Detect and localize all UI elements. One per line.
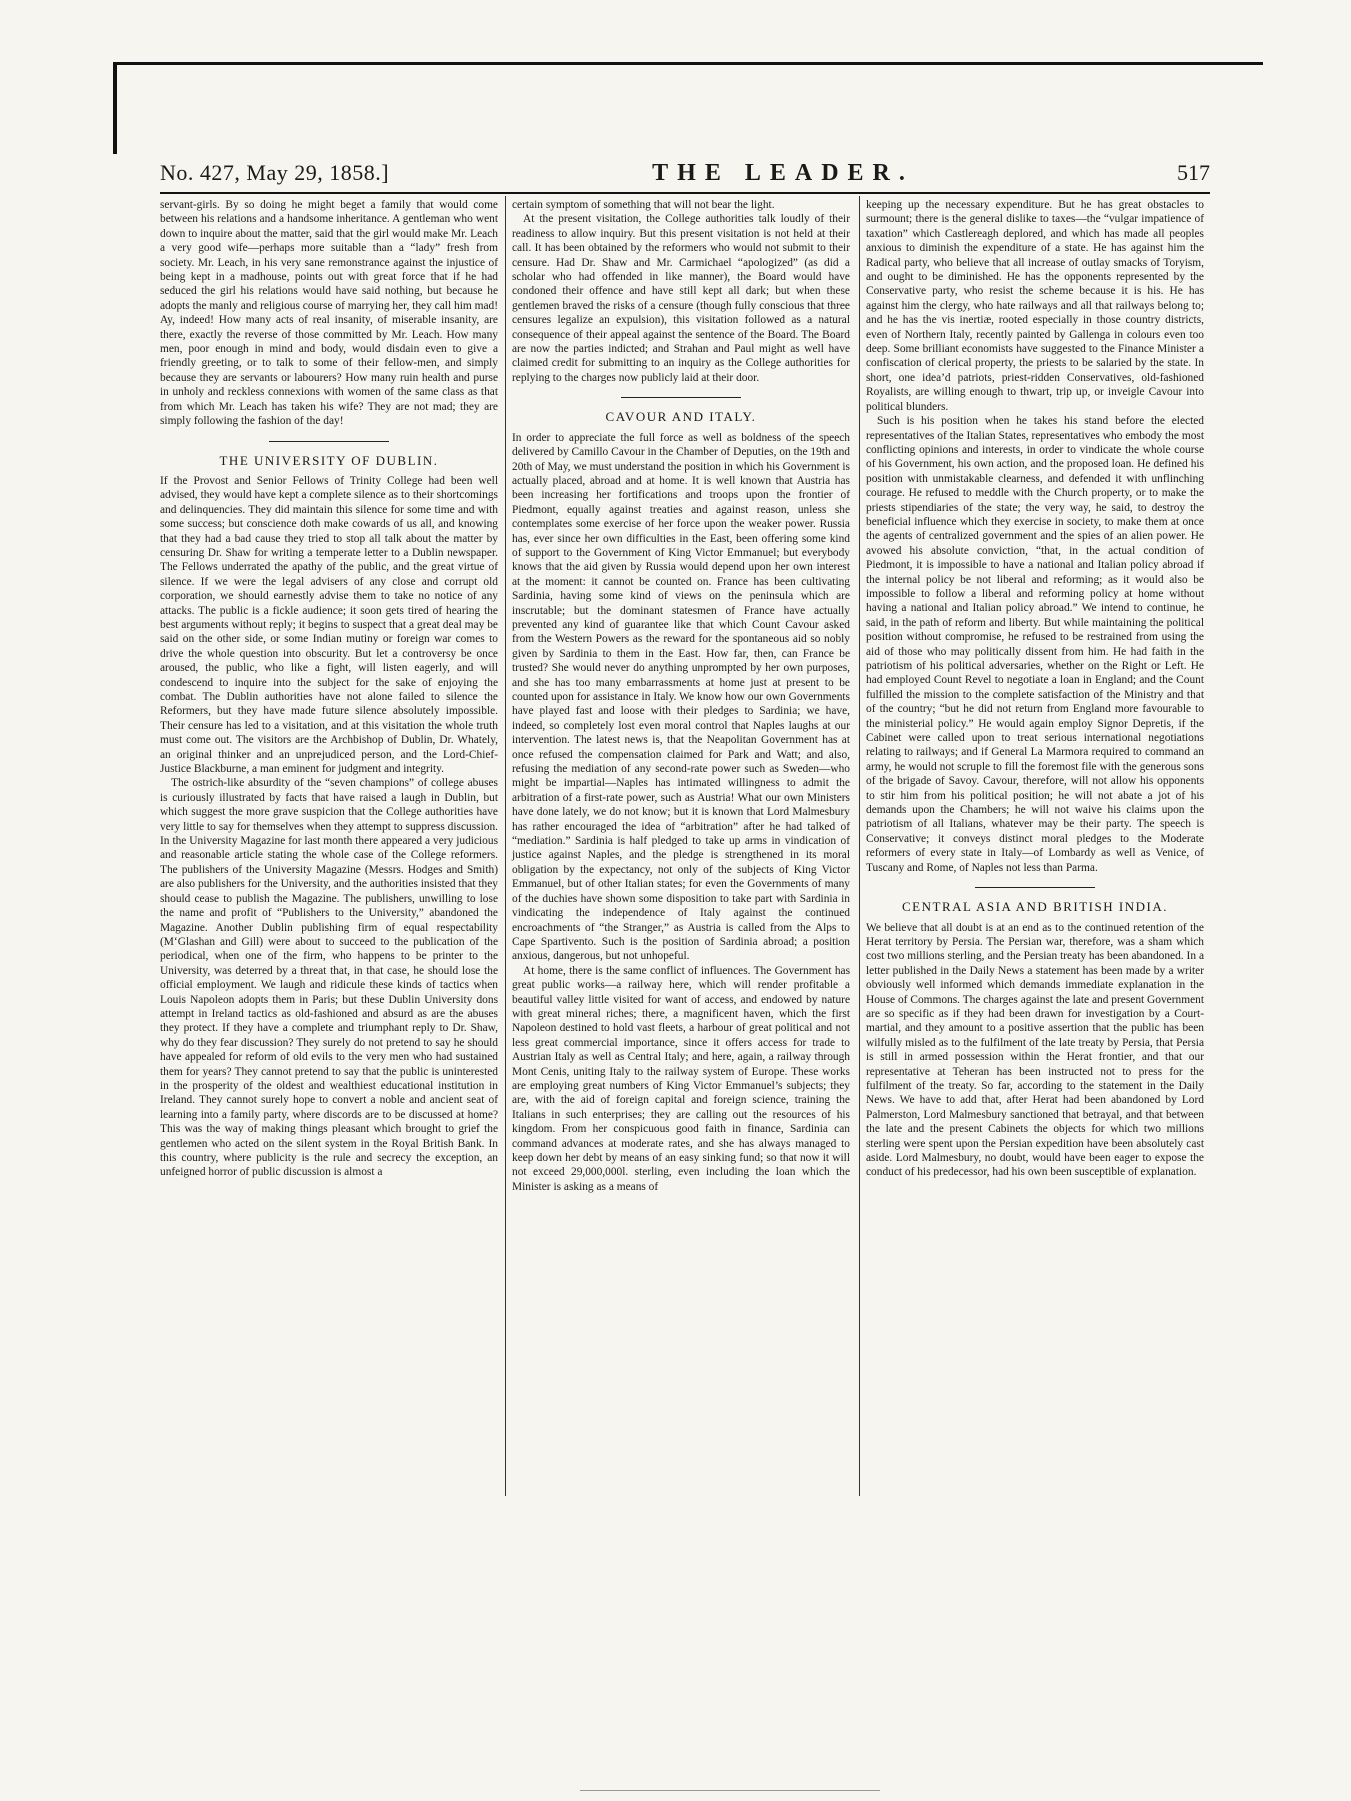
column-3 [866, 198, 1204, 1180]
paragraph: servant-girls. By so doing he might beget a family that would come between his relations and a handsome inheritance. A gentleman who went down to inquire about the matter, said that the girl would make Mr. Leach a very good wife—perhaps more suitable than a “lady” fresh from society. Mr. Leach, in his very sane remonstrance against the injustice of being kept in a madhouse, points out with great force that if he had seduced the girl his relations would have said nothing, but because he adopts the manly and religious course of marrying her, they call him mad! Ay, indeed! How many acts of real insanity, of miserable insanity, are there, exactly the reverse of those committed by Mr. Leach. How many men, poor enough in mind and body, would disdain even to give a friendly greeting, or to talk to some of their fellow-men, and simply because they are servants or labourers? How many ruin health and purse in unholy and reckless connexions with women of the same class as that from which Mr. Leach has taken his wife? They are not mad; they are simply following the fashion of the day! [160, 199, 498, 428]
article-heading-university: THE UNIVERSITY OF DUBLIN. [219, 452, 439, 468]
issue-date: No. 427, May 29, 1858.] [160, 160, 390, 185]
masthead-rule [160, 192, 1210, 194]
page-number: 517 [1177, 160, 1210, 185]
bottom-print-marks [580, 1790, 880, 1791]
paragraph: In order to appreciate the full force as well as boldness of the speech delivered by Camillo Cavour in the Chamber of Deputies, on the 19th and 20th of May, we must understand the position in which his Government is actually placed, abroad and at home. It is well known that Austria has been increasing her fortifications and troops upon the frontier of Piedmont, equally against treaties and against reason, unless she contemplates some exercise of her force upon the weaker power. Russia has, ever since her own difficulties in the East, been offering some kind of support to the Government of King Victor Emmanuel; but everybody knows that the aid given by Russia would depend upon her own interest at the moment: it cannot be counted on. France has been cultivating Sardinia, having some kind of views on the peninsula which are inscrutable; but the dominant statesmen of France have actually prevented any kind of guarantee like that which Count Cavour asked from the Western Powers as the reward for the spontaneous aid so nobly given by Sardinia to them in the East. How far, then, can France be trusted? She would never do anything unprompted by her own purposes, and she has too many embarrassments at home just at present to be counted upon for assistance in Italy. We know how our own Governments have played fast and loose with their pledges to Sardinia; we have, indeed, so completely lost even moral control that Naples laughs at our intervention. The latest news is, that the Neapolitan Government has at once refused the compensation claimed for Park and Watt; and also, refusing the mediation of any second-rate power such as Sweden—who might be impartial—Naples has intimated willingness to admit the arbitration of a first-rate power, such as Austria! What our own Ministers have done lately, we do not know; but it is known that Lord Malmesbury has rather encouraged the idea of “arbitration” after he had talked of “mediation.” Sardinia is half pledged to take up arms in vindication of justice against Naples, and the pledge is strengthened in its moral obligation by the expectancy, not only of the subjects of King Victor Emmanuel, but of other Italian states; for even the Governments of many of the duchies have shown some disposition to take part with Sardinia in vindicating the independence of Italy against the continued encroachments of “the Stranger,” as Austria is called from the Alps to Cape Spartivento. Such is the position of Sardinia abroad; a position anxious, dangerous, but not unhopeful. [512, 431, 850, 963]
article-heading-central-asia: CENTRAL ASIA AND BRITISH INDIA. [902, 899, 1168, 915]
paragraph: If the Provost and Senior Fellows of Trinity College had been well advised, they would have kept a complete silence as to their shortcomings and delinquencies. They did maintain this silence for some time and with some success; but conscience doth make cowards of us all, and knowing that they had a bad cause they tried to stop all talk about the matter by censuring Dr. Shaw for writing a temperate letter to a Dublin newspaper. The Fellows underrated the apathy of the public, and the great virtue of silence. If we were the legal advisers of any close and corrupt old corporation, we should earnestly advise them to take no notice of any attacks. The public is a fickle audience; it soon gets tired of hearing the best arguments without reply; it begins to suspect that a great deal may be said on the other side, or some Indian mutiny or foreign war comes to drive the whole question into obscurity. But let a controversy be once aroused, the public, who like a fight, will listen eagerly, and will condescend to inquire into the subject for the sake of enjoying the combat. The Dublin authorities have not alone failed to silence the Reformers, but they have made future silence absolutely impossible. Their censure has led to a visitation, and at this visitation the whole truth must come out. The visitors are the Archbishop of Dublin, Dr. Whately, an original thinker and an unprejudiced person, and the Lord-Chief-Justice Blackburne, a man eminent for judgment and integrity. [160, 474, 498, 776]
column-2 [512, 198, 850, 1194]
column-rule-1 [505, 196, 506, 1496]
section-separator [269, 441, 389, 442]
paragraph: At home, there is the same conflict of influences. The Government has great public works—a railway here, which will render profitable a beautiful valley little visited for want of access, and endowed by nature with great mineral riches; there, a magnificent haven, which the first Napoleon destined to hold vast fleets, a harbour of great political and not less great commercial importance, since it offers access for trade to Austrian Italy as well as Central Italy; and here, again, a railway through Mont Cenis, uniting Italy to the railway system of Europe. These works are employing great numbers of King Victor Emmanuel’s subjects; they are, with the aid of foreign capital and foreign science, training the Italians in such enterprises; they are calling out the resources of his kingdom. From her conspicuous good faith in finance, Sardinia can command advances at moderate rates, and she has always managed to keep down her debt by means of an easy sinking fund; so that now it will not exceed 29,000,000l. sterling, even including the loan which the Minister is asking as a means of [512, 964, 850, 1193]
top-border-line [113, 62, 1263, 73]
left-border-mark [113, 62, 117, 154]
column-rule-2 [859, 196, 860, 1496]
paragraph: At the present visitation, the College authorities talk loudly of their readiness to allow inquiry. But this present visitation is not held at their call. It has been obtained by the reformers who would not submit to their censure. Had Dr. Shaw and Mr. Carmichael “apologized” (as did a scholar who had offended in like manner), the Board would have condoned their offence and have still kept all dark; but when these gentlemen braved the risks of a censure (though fully conscious that three censures legalize an expulsion), this visitation followed as a natural consequence of their appeal against the sentence of the Board. The Board are now the parties indicted; and Strahan and Paul might as well have claimed credit for submitting to an inquiry as the College authorities for replying to the charges now publicly laid at their door. [512, 213, 850, 384]
article-heading-cavour: CAVOUR AND ITALY. [605, 409, 757, 425]
paragraph: The ostrich-like absurdity of the “seven champions” of college abuses is curiously illustrated by facts that have raised a laugh in Dublin, but which suggest the more grave suspicion that the College authorities have very little to say for themselves when they attempt to suppress discussion. In the University Magazine for last month there appeared a very judicious and reasonable article stating the whole case of the College reformers. The publishers of the University Magazine (Messrs. Hodges and Smith) are also publishers for the University, and the authorities insisted that they should cease to publish the Magazine. The publishers, unwilling to lose the name and profit of “Publishers to the University,” abandoned the Magazine. Another Dublin publishing firm of equal respectability (M‘Glashan and Gill) were about to succeed to the publication of the periodical, when one of the firm, who happens to be printer to the University, was deterred by a threat that, in that case, he should lose the official employment. We laugh and ridicule these kinds of tactics when Louis Napoleon adopts them in Paris; but these Dublin University dons attempt in Ireland tactics as old-fashioned and absurd as are the abuses they protect. If they have a complete and triumphant reply to Dr. Shaw, why do they fear discussion? They surely do not pretend to say he should have appealed for reform of old evils to the very men who had sustained them for years? They cannot pretend to say that the public is uninterested in the prosperity of the oldest and wealthiest educational institution in Ireland. They cannot surely hope to convert a noble and ancient seat of learning into a family party, where discords are to be discussed at home? This was the way of making things pleasant which brought to grief the gentlemen who acted on the silent system in the Royal British Bank. In this country, where publicity is the rule and secrecy the exception, an unfeigned horror of public discussion is almost a [160, 777, 498, 1179]
paragraph: Such is his position when he takes his stand before the elected representatives of the Italian States, representatives who embody the most conflicting opinions and interests, in order to vindicate the whole course of his Government, his own action, and the proposed loan. He defined his position with unmistakable clearness, and defended it with unflinching courage. He refused to meddle with the Church property, or to make the priests stipendiaries of the state; the very way, he said, to destroy the beneficial influence which they exercise in society, to make them at once the agents of centralized government and the spies of an alien power. He avowed his absolute conviction, “that, in the actual condition of Piedmont, it is impossible to have a national and Italian policy abroad if the internal policy be not liberal and reforming; as it would also be impossible to follow a liberal and reforming policy at home without having a national and Italian policy abroad.” We intend to continue, he said, in the path of reform and liberty. But while maintaining the political position without compromise, he refused to be restrained from using the aid of those who may politically dissent from him. He had faith in the patriotism of his political adversaries, whether on the Right or Left. He had employed Count Revel to negotiate a loan in England; and the Count fulfilled the mission to the complete satisfaction of the Ministry and that of the country; “but he did not return from England more favourable to the ministerial policy.” He would again employ Signor Depretis, if the Cabinet were called upon to treat serious international negotiations relating to railways; and if General La Marmora required to command an army, he would not scruple to fill the foremost file with the generous sons of the brigade of Savoy. Cavour, therefore, will not allow his opponents to stir him from his political position; he will not abate a jot of his demands upon the Chambers; he will not waive his claims upon the patriotism of all Italians, whatever may be their party. The speech is Conservative; it conveys distinct moral pledges to the Moderate reformers of every state in Italy—of Lombardy as well as Venice, of Tuscany and Rome, of Naples not less than Parma. [866, 415, 1204, 874]
section-separator [621, 397, 741, 398]
section-separator [975, 887, 1095, 888]
paragraph: We believe that all doubt is at an end as to the continued retention of the Herat territory by Persia. The Persian war, therefore, was a sham which cost two millions sterling, and the Persian treaty has been abandoned. In a letter published in the Daily News a statement has been made by a writer obviously well informed which demands immediate explanation in the House of Commons. The charges against the late and present Government are so specific as if they had been drawn for investigation by a Court-martial, and they amount to a positive assertion that the public has been wilfully misled as to the fulfilment of the late treaty by Persia, that Persia is still in armed possession within the Herat frontier, and that our representative at Teheran has been instructed not to press for the fulfilment of the treaty. So far, according to the statement in the Daily News. We have to add that, after Herat had been abandoned by Lord Palmerston, Lord Malmesbury sanctioned that betrayal, and that between the late and the present Cabinets the objects for which two millions sterling were spent upon the Persian expedition have been absolutely cast aside. Lord Malmesbury, no doubt, would have been eager to expose the conduct of his predecessor, had his own been susceptible of explanation. [866, 921, 1204, 1179]
column-1 [160, 198, 498, 1180]
newspaper-title: THE LEADER. [652, 160, 914, 186]
paragraph: keeping up the necessary expenditure. But he has great obstacles to surmount; there is the general dislike to taxes—the “vulgar impatience of taxation” which Castlereagh deplored, and which has made all peoples anxious to diminish the expenditure of a state. He has against him the Radical party, who believe that all increase of outlay smacks of Toryism, and ought to be diminished. He has the opponents represented by the Conservative party, who resist the scheme because it is his. He has against him the clergy, who hate railways and all that railways belong to; and he has the vis inertiæ, rooted especially in those country districts, even of Northern Italy, recently painted by Gallenga in colours even too deep. Some brilliant economists have suggested to the Finance Minister a confiscation of clerical property, the priests to be salaried by the state. In short, one idea’d patriots, priest-ridden Conservatives, old-fashioned Royalists, are willing enough to thwart, trip up, or inveigle Cavour into political blunders. [866, 199, 1204, 413]
masthead [160, 160, 1210, 190]
paragraph: certain symptom of something that will not bear the light. [512, 199, 775, 211]
